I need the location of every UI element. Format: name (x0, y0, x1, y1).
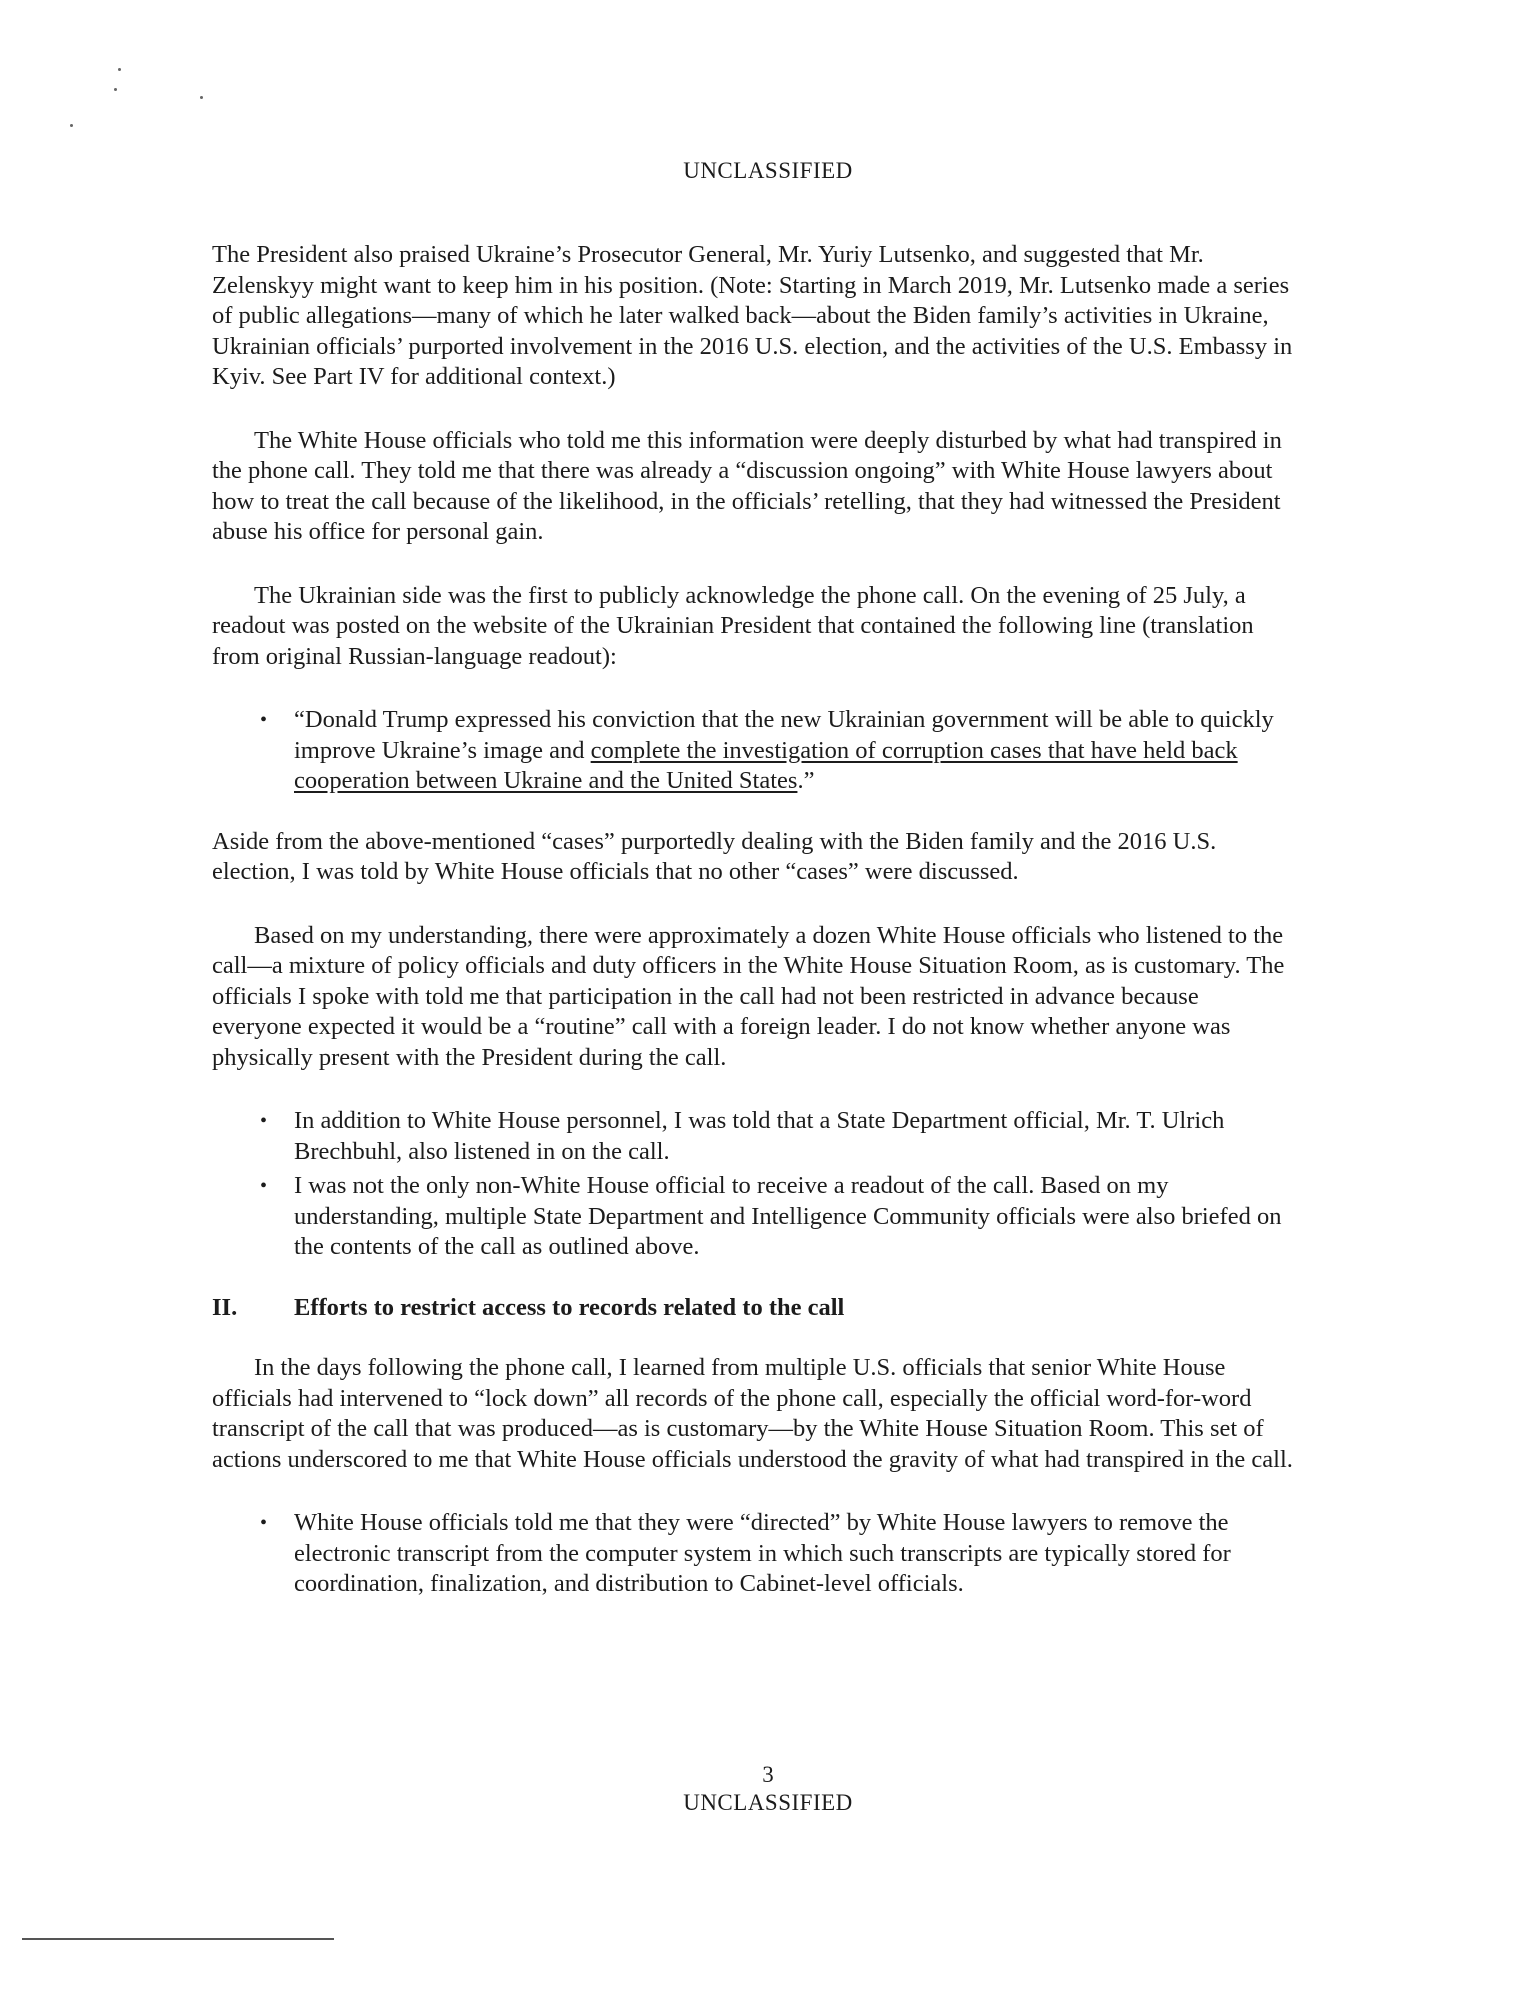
scan-speck (114, 88, 117, 91)
paragraph-officials-disturbed: The White House officials who told me this information were deeply disturbed by what had transpired in the phone call. They told me that there was already a “discussion ongoing” with White House lawyers about how to treat the call because of the likelihood, in the officials’ retelling, that they had witnessed the President abuse his office for personal gain. (212, 426, 1282, 545)
list-item-text: White House officials told me that they were “directed” by White House lawyers to remove the electronic transcript from the computer system in which such transcripts are typically stored for coordination, finalization, and distribution to Cabinet-level officials. (294, 1509, 1231, 1597)
bullet-icon (260, 1106, 267, 1137)
scan-speck (70, 124, 73, 127)
listeners-list (212, 1106, 1294, 1263)
scan-speck (200, 96, 203, 99)
list-item (212, 1106, 1294, 1167)
quote-item (212, 705, 1294, 797)
paragraph-ukrainian-readout: The Ukrainian side was the first to publicly acknowledge the phone call. On the evening of 25 July, a readout was posted on the website of the Ukrainian President that contained the following line (translation from original Russian-language readout): (212, 581, 1254, 670)
document-body (212, 240, 1294, 1630)
header-classification: UNCLASSIFIED (683, 158, 853, 183)
scan-artifact-line (22, 1938, 334, 1940)
quote-text-start: “Donald Trump expressed his conviction that the new Ukrainian government will be able to quickly improve Ukraine’s image and (294, 706, 1274, 764)
list-item-text: In addition to White House personnel, I was told that a State Department official, Mr. T. Ulrich Brechbuhl, also listened in on the call. (294, 1107, 1225, 1165)
bullet-icon (260, 705, 267, 736)
page-number: 3 (762, 1762, 774, 1787)
quote-text-end: .” (797, 767, 815, 794)
quote-text-underlined: complete the investigation of corruption cases that have held back cooperation between Ukraine and the United States (294, 736, 1238, 794)
paragraph-lock-down: In the days following the phone call, I learned from multiple U.S. officials that senior White House officials had intervened to “lock down” all records of the phone call, especially the official word-for-word transcript of the call that was produced—as is customary—by the White House Situation Room. This set of actions underscored to me that White House officials understood the gravity of what had transpired in the call. (212, 1354, 1293, 1473)
quote-list (212, 705, 1294, 797)
section-title: Efforts to restrict access to records related to the call (294, 1293, 845, 1321)
section-number: II. (212, 1293, 238, 1321)
scan-speck (118, 68, 121, 71)
list-item-text: I was not the only non-White House official to receive a readout of the call. Based on my understanding, multiple State Department and Intelligence Community officials were also briefed on the contents of the call as outlined above. (294, 1172, 1282, 1260)
paragraph-lutsenko: The President also praised Ukraine’s Prosecutor General, Mr. Yuriy Lutsenko, and suggested that Mr. Zelenskyy might want to keep him in his position. (Note: Starting in March 2019, Mr. Lutsenko made a series of public allegations—many of which he later walked back—about the Biden family’s activities in Ukraine, Ukrainian officials’ purported involvement in the 2016 U.S. election, and the activities of the U.S. Embassy in Kyiv. See Part IV for additional context.) (212, 241, 1293, 390)
transcript-list (212, 1508, 1294, 1600)
paragraph-dozen-officials: Based on my understanding, there were approximately a dozen White House officials who listened to the call—a mixture of policy officials and duty officers in the White House Situation Room, as is customary. The officials I spoke with told me that participation in the call had not been restricted in advance because everyone expected it would be a “routine” call with a foreign leader. I do not know whether anyone was physically present with the President during the call. (212, 921, 1285, 1071)
paragraph-other-cases: Aside from the above-mentioned “cases” purportedly dealing with the Biden family and the 2016 U.S. election, I was told by White House officials that no other “cases” were discussed. (212, 827, 1217, 885)
list-item (212, 1171, 1294, 1263)
section-heading (212, 1293, 1294, 1324)
footer-classification: UNCLASSIFIED (683, 1790, 853, 1815)
bullet-icon (260, 1171, 267, 1202)
list-item (212, 1508, 1294, 1600)
bullet-icon (260, 1508, 267, 1539)
